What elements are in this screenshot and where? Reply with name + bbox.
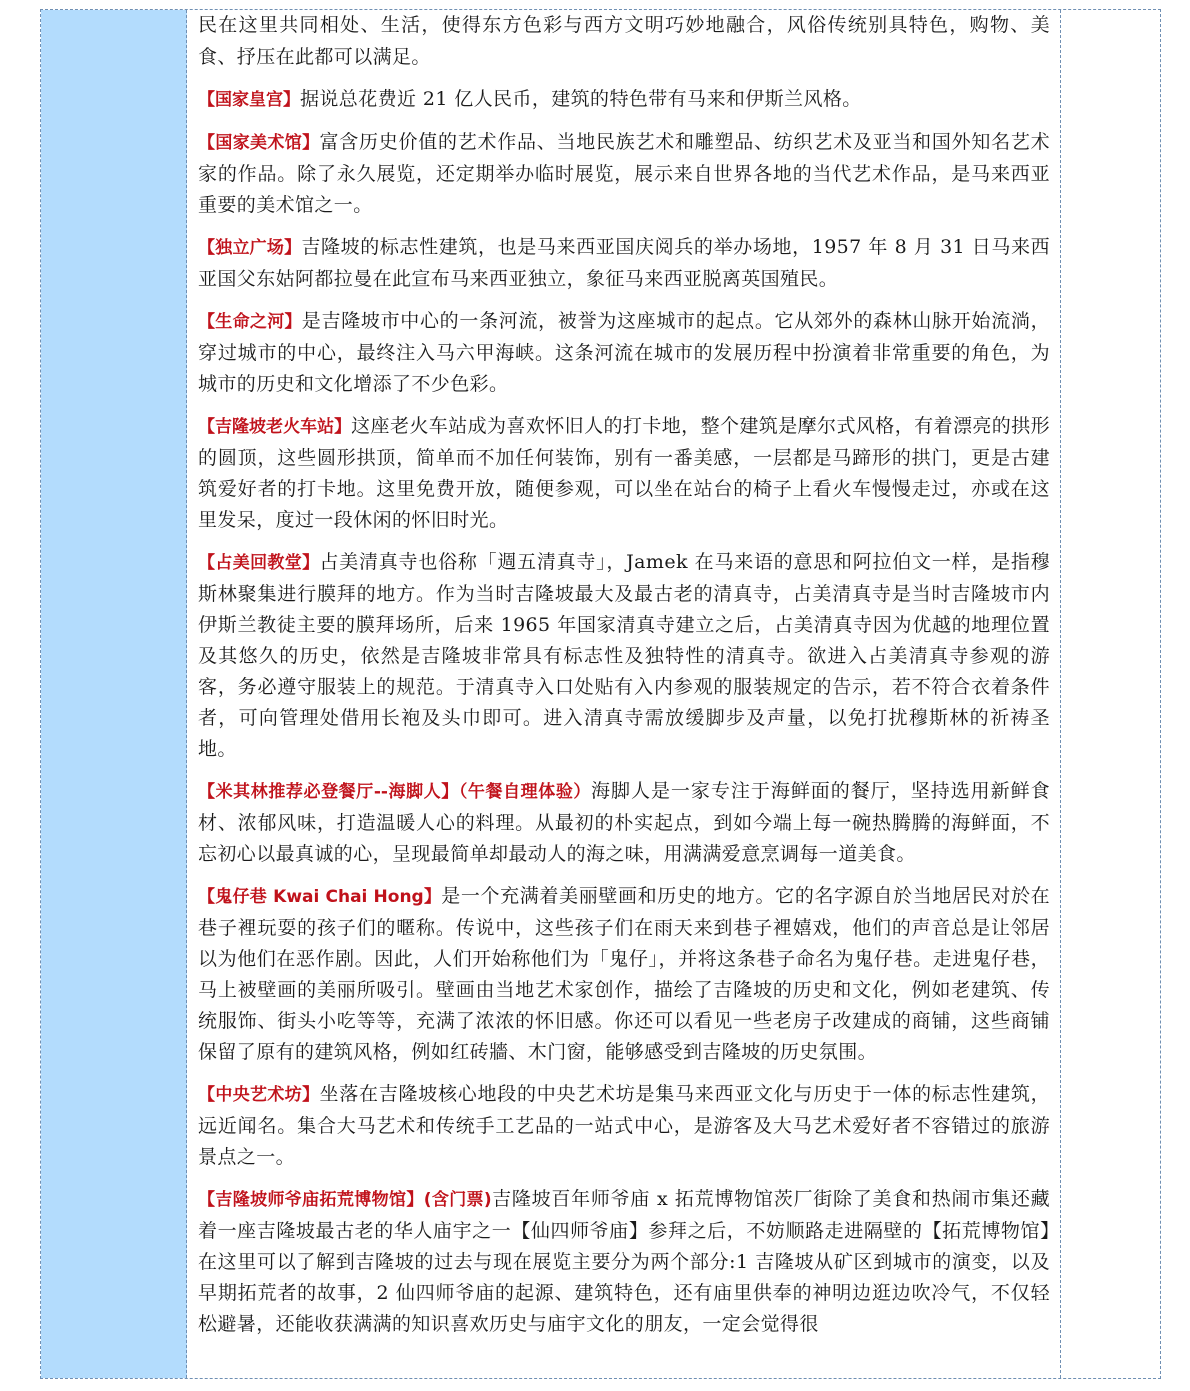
paragraph-heading: 【国家美术馆】	[198, 133, 320, 153]
paragraph-body: 坐落在吉隆坡核心地段的中央艺术坊是集马来西亚文化与历史于一体的标志性建筑，远近闻名。集合大马艺术和传统手工艺品的一站式中心，是游客及大马艺术爱好者不容错过的旅游景点之一。	[198, 1083, 1051, 1168]
paragraph-independence-square	[198, 232, 1050, 295]
paragraph-heading: 【吉隆坡师爷庙拓荒博物馆】(含门票)	[198, 1190, 492, 1210]
paragraph-kwai-chai-hong	[198, 881, 1050, 1068]
paragraph-body: 富含历史价值的艺术作品、当地民族艺术和雕塑品、纺织艺术及亚当和国外知名艺术家的作品。除了永久展览，还定期举办临时展览，展示来自世界各地的当代艺术作品，是马来西亚重要的美术馆之一。	[198, 131, 1051, 216]
paragraph-central-market	[198, 1079, 1050, 1173]
paragraph-pioneer-museum	[198, 1184, 1050, 1340]
paragraph-heading: 【国家皇宫】	[198, 90, 300, 110]
paragraph-body: 占美清真寺也俗称「週五清真寺」，Jamek 在马来语的意思和阿拉伯文一样，是指穆斯林聚集进行膜拜的地方。作为当时吉隆坡最大及最古老的清真寺，占美清真寺是当时吉隆坡市内伊斯兰教徒主要的膜拜场所，后来 1965 年国家清真寺建立之后，占美清真寺因为优越的地理位置及其悠久的历史，依然是吉隆坡非常具有标志性及独特性的清真寺。欲进入占美清真寺参观的游客，务必遵守服装上的规范。于清真寺入口处贴有入内参观的服装规定的告示，若不符合衣着条件者，可向管理处借用长袍及头巾即可。进入清真寺需放缓脚步及声量，以免打扰穆斯林的祈祷圣地。	[198, 551, 1050, 760]
paragraph-heading: 【中央艺术坊】	[198, 1085, 320, 1105]
paragraph-body: 是一个充满着美丽壁画和历史的地方。它的名字源自於当地居民对於在巷子裡玩耍的孩子们的暱称。传说中，这些孩子们在雨天来到巷子裡嬉戏，他们的声音总是让邻居以为他们在恶作剧。因此，人们开始称他们为「鬼仔」，并将这条巷子命名为鬼仔巷。走进鬼仔巷，马上被壁画的美丽所吸引。壁画由当地艺术家创作，描绘了吉隆坡的历史和文化，例如老建筑、传统服饰、街头小吃等等，充满了浓浓的怀旧感。你还可以看见一些老房子改建成的商铺，这些商铺保留了原有的建筑风格，例如红砖牆、木门窗，能够感受到吉隆坡的历史氛围。	[198, 885, 1050, 1063]
paragraph-body: 这座老火车站成为喜欢怀旧人的打卡地，整个建筑是摩尔式风格，有着漂亮的拱形的圆顶，这些圆形拱顶，简单而不加任何装饰，别有一番美感，一层都是马蹄形的拱门，更是古建筑爱好者的打卡地。这里免费开放，随便参观，可以坐在站台的椅子上看火车慢慢走过，亦或在这里发呆，度过一段休闲的怀旧时光。	[198, 415, 1050, 531]
paragraph-national-palace	[198, 84, 1050, 116]
sidebar-column	[41, 10, 187, 1378]
paragraph-heading: 【米其林推荐必登餐厅--海脚人】（午餐自理体验）	[198, 782, 591, 802]
content-column	[187, 10, 1061, 1378]
paragraph-body: 海脚人是一家专注于海鲜面的餐厅，坚持选用新鲜食材、浓郁风味，打造温暖人心的料理。从最初的朴实起点，到如今端上每一碗热腾腾的海鲜面，不忘初心以最真诚的心，呈现最简单却最动人的海之味，用满满爱意烹调每一道美食。	[198, 780, 1050, 865]
paragraph-jamek-mosque	[198, 547, 1050, 765]
paragraph-national-art-gallery	[198, 127, 1050, 221]
paragraph-heading: 【吉隆坡老火车站】	[198, 417, 352, 437]
content-table	[40, 9, 1161, 1379]
paragraph-body: 是吉隆坡市中心的一条河流，被誉为这座城市的起点。它从郊外的森林山脉开始流淌，穿过城市的中心，最终注入马六甲海峡。这条河流在城市的发展历程中扮演着非常重要的角色，为城市的历史和文化增添了不少色彩。	[198, 310, 1051, 395]
paragraph-heading: 【独立广场】	[198, 238, 302, 258]
paragraph-body: 吉隆坡百年师爷庙 x 拓荒博物馆茨厂街除了美食和热闹市集还藏着一座吉隆坡最古老的华人庙宇之一【仙四师爷庙】参拜之后，不妨顺路走进隔壁的【拓荒博物馆】在这里可以了解到吉隆坡的过去与现在展览主要分为两个部分:1 吉隆坡从矿区到城市的演变，以及早期拓荒者的故事，2 仙四师爷庙的起源、建筑特色，还有庙里供奉的神明边逛边吹冷气，不仅轻松避暑，还能收获满满的知识喜欢历史与庙宇文化的朋友，一定会觉得很	[198, 1188, 1050, 1335]
paragraph-michelin-restaurant	[198, 776, 1050, 870]
right-column	[1061, 10, 1160, 1378]
paragraph-heading: 【占美回教堂】	[198, 553, 320, 573]
paragraph-river-of-life	[198, 306, 1050, 400]
paragraph-old-railway-station	[198, 411, 1050, 536]
paragraph-intro	[198, 10, 1050, 73]
paragraph-body: 吉隆坡的标志性建筑，也是马来西亚国庆阅兵的举办场地，1957 年 8 月 31 日马来西亚国父东姑阿都拉曼在此宣布马来西亚独立，象征马来西亚脱离英国殖民。	[198, 236, 1051, 290]
paragraph-heading: 【鬼仔巷 Kwai Chai Hong】	[198, 887, 442, 907]
paragraph-body: 据说总花费近 21 亿人民币，建筑的特色带有马来和伊斯兰风格。	[300, 88, 862, 110]
paragraph-heading: 【生命之河】	[198, 312, 302, 332]
paragraph-body: 民在这里共同相处、生活，使得东方色彩与西方文明巧妙地融合，风俗传统别具特色，购物、美食、抒压在此都可以满足。	[198, 14, 1050, 68]
